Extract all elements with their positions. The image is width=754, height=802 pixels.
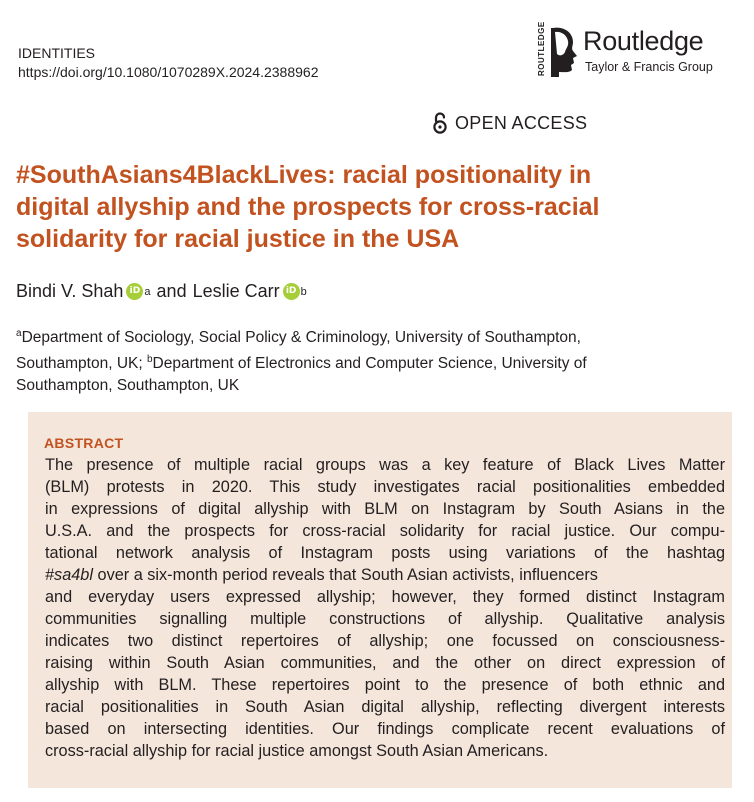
orcid-icon[interactable]: iD	[126, 283, 143, 300]
orcid-icon[interactable]: iD	[283, 283, 300, 300]
abstract-line: allyship with BLM. These repertoires point to the presence of both ethnic and	[45, 676, 725, 694]
routledge-head-icon	[549, 26, 581, 78]
abstract-line: The presence of multiple racial groups was a key feature of Black Lives Matter	[45, 456, 725, 474]
abstract-body	[45, 454, 725, 762]
abstract-line: tational network analysis of Instagram posts using variations of the hashtag	[45, 544, 725, 562]
author-affiliation-marker: a	[144, 285, 151, 298]
author-connector: and	[156, 281, 187, 301]
publisher-logo	[537, 21, 737, 80]
routledge-mark	[537, 21, 581, 78]
journal-name: IDENTITIES	[18, 45, 96, 61]
doi-link[interactable]: https://doi.org/10.1080/1070289X.2024.2388962	[18, 64, 319, 80]
author-name: Leslie Carr	[192, 281, 280, 301]
title-line: solidarity for racial justice in the USA	[16, 225, 460, 253]
abstract-line: U.S.A. and the prospects for cross-racial solidarity for racial justice. Our compu-	[45, 522, 725, 540]
affiliation-text: Department of Electronics and Computer Science, University of	[152, 355, 587, 373]
author-list	[16, 281, 307, 302]
abstract-line	[45, 564, 725, 586]
abstract-line: and everyday users expressed allyship; however, they formed distinct Instagram	[45, 588, 725, 606]
abstract-box	[28, 412, 732, 788]
open-access-label: OPEN ACCESS	[455, 112, 588, 133]
affiliation-marker: a	[16, 328, 22, 339]
abstract-line: indicates two distinct repertoires of allyship; one focussed on consciousness-	[45, 632, 725, 650]
abstract-line: based on intersecting identities. Our findings complicate recent evaluations of	[45, 720, 725, 738]
abstract-line: (BLM) protests in 2020. This study investigates racial positionalities embedded	[45, 478, 725, 496]
abstract-line: communities signalling multiple constructions of allyship. Qualitative analysis	[45, 610, 725, 628]
abstract-line: cross-racial allyship for racial justice amongst South Asian Americans.	[45, 742, 549, 760]
abstract-line: in expressions of digital allyship with BLM on Instagram by South Asians in the	[45, 500, 725, 518]
publisher-name: Routledge	[583, 26, 704, 56]
title-line: digital allyship and the prospects for cross-racial	[16, 193, 600, 221]
author-name: Bindi V. Shah	[16, 281, 124, 301]
abstract-line-text: over a six-month period reveals that South Asian activists, influencers	[92, 566, 598, 584]
abstract-heading: ABSTRACT	[44, 435, 124, 451]
hashtag: #sa4bl	[45, 566, 93, 584]
affiliation-text: Southampton, UK;	[16, 355, 147, 373]
affiliations	[16, 323, 716, 397]
affiliation-marker: b	[146, 354, 153, 366]
abstract-line: racial positionalities in South Asian digital allyship, reflecting divergent interests	[45, 698, 725, 716]
publisher-subname: Taylor & Francis Group	[585, 60, 713, 74]
author-affiliation-marker: b	[300, 285, 307, 298]
article-title	[16, 159, 716, 255]
abstract-line: raising within South Asian communities, and the other on direct expression of	[45, 654, 725, 672]
title-line: #SouthAsians4BlackLives: racial positionality in	[16, 161, 592, 189]
routledge-vertical-label: ROUTLEDGE	[537, 21, 546, 76]
journal-header	[18, 44, 318, 82]
open-access-badge	[432, 112, 587, 134]
affiliation-text: Department of Sociology, Social Policy & Criminology, University of Southampton,	[21, 329, 581, 347]
affiliation-text: Southampton, Southampton, UK	[16, 377, 240, 395]
open-lock-icon	[432, 112, 448, 134]
